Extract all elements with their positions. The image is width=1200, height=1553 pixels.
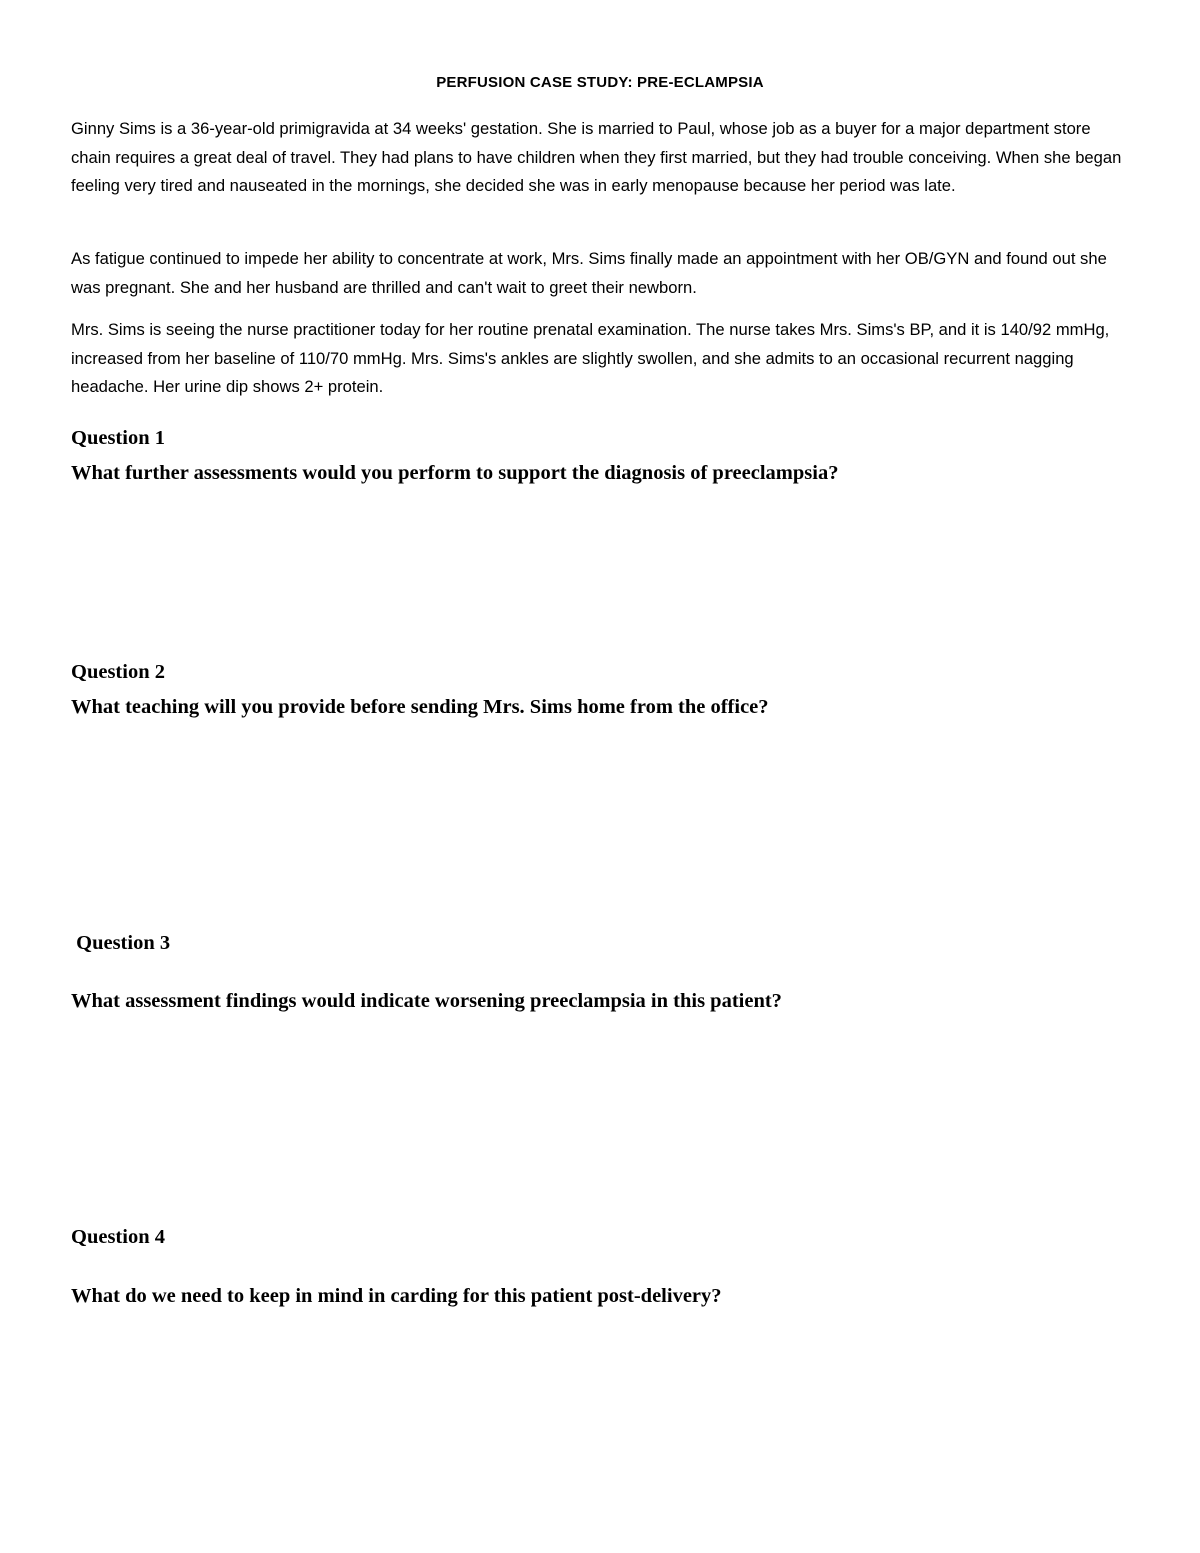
question-1-text: What further assessments would you perform to support the diagnosis of preeclampsia? (71, 462, 839, 484)
question-3-text: What assessment findings would indicate worsening preeclampsia in this patient? (71, 990, 782, 1012)
document-title: PERFUSION CASE STUDY: PRE-ECLAMPSIA (436, 74, 764, 91)
question-1-label: Question 1 (71, 427, 165, 449)
question-4-label: Question 4 (71, 1226, 165, 1248)
case-paragraph-examination: Mrs. Sims is seeing the nurse practitioner today for her routine prenatal examination. The nurse takes Mrs. Sims's BP, and it is 140/92 mmHg, increased from her baseline of 110/70 mmHg. Mrs. Sims's ankles are slightly swollen, and she admits to an occasional recurrent nagging headache. Her urine dip shows 2+ protein. (71, 320, 1110, 397)
question-2-text: What teaching will you provide before sending Mrs. Sims home from the office? (71, 696, 769, 718)
case-paragraph-background: Ginny Sims is a 36-year-old primigravida at 34 weeks' gestation. She is married to Paul, whose job as a buyer for a major department store chain requires a great deal of travel. They had plans to have children when they first married, but they had trouble conceiving. When she began feeling very tired and nauseated in the mornings, she decided she was in early menopause because her period was late. (71, 119, 1122, 196)
case-paragraph-diagnosis: As fatigue continued to impede her ability to concentrate at work, Mrs. Sims finally made an appointment with her OB/GYN and found out she was pregnant. She and her husband are thrilled and can't wait to greet their newborn. (71, 249, 1107, 297)
question-3-label: Question 3 (71, 932, 171, 954)
question-4-text: What do we need to keep in mind in carding for this patient post-delivery? (71, 1285, 722, 1307)
question-2-label: Question 2 (71, 661, 165, 683)
